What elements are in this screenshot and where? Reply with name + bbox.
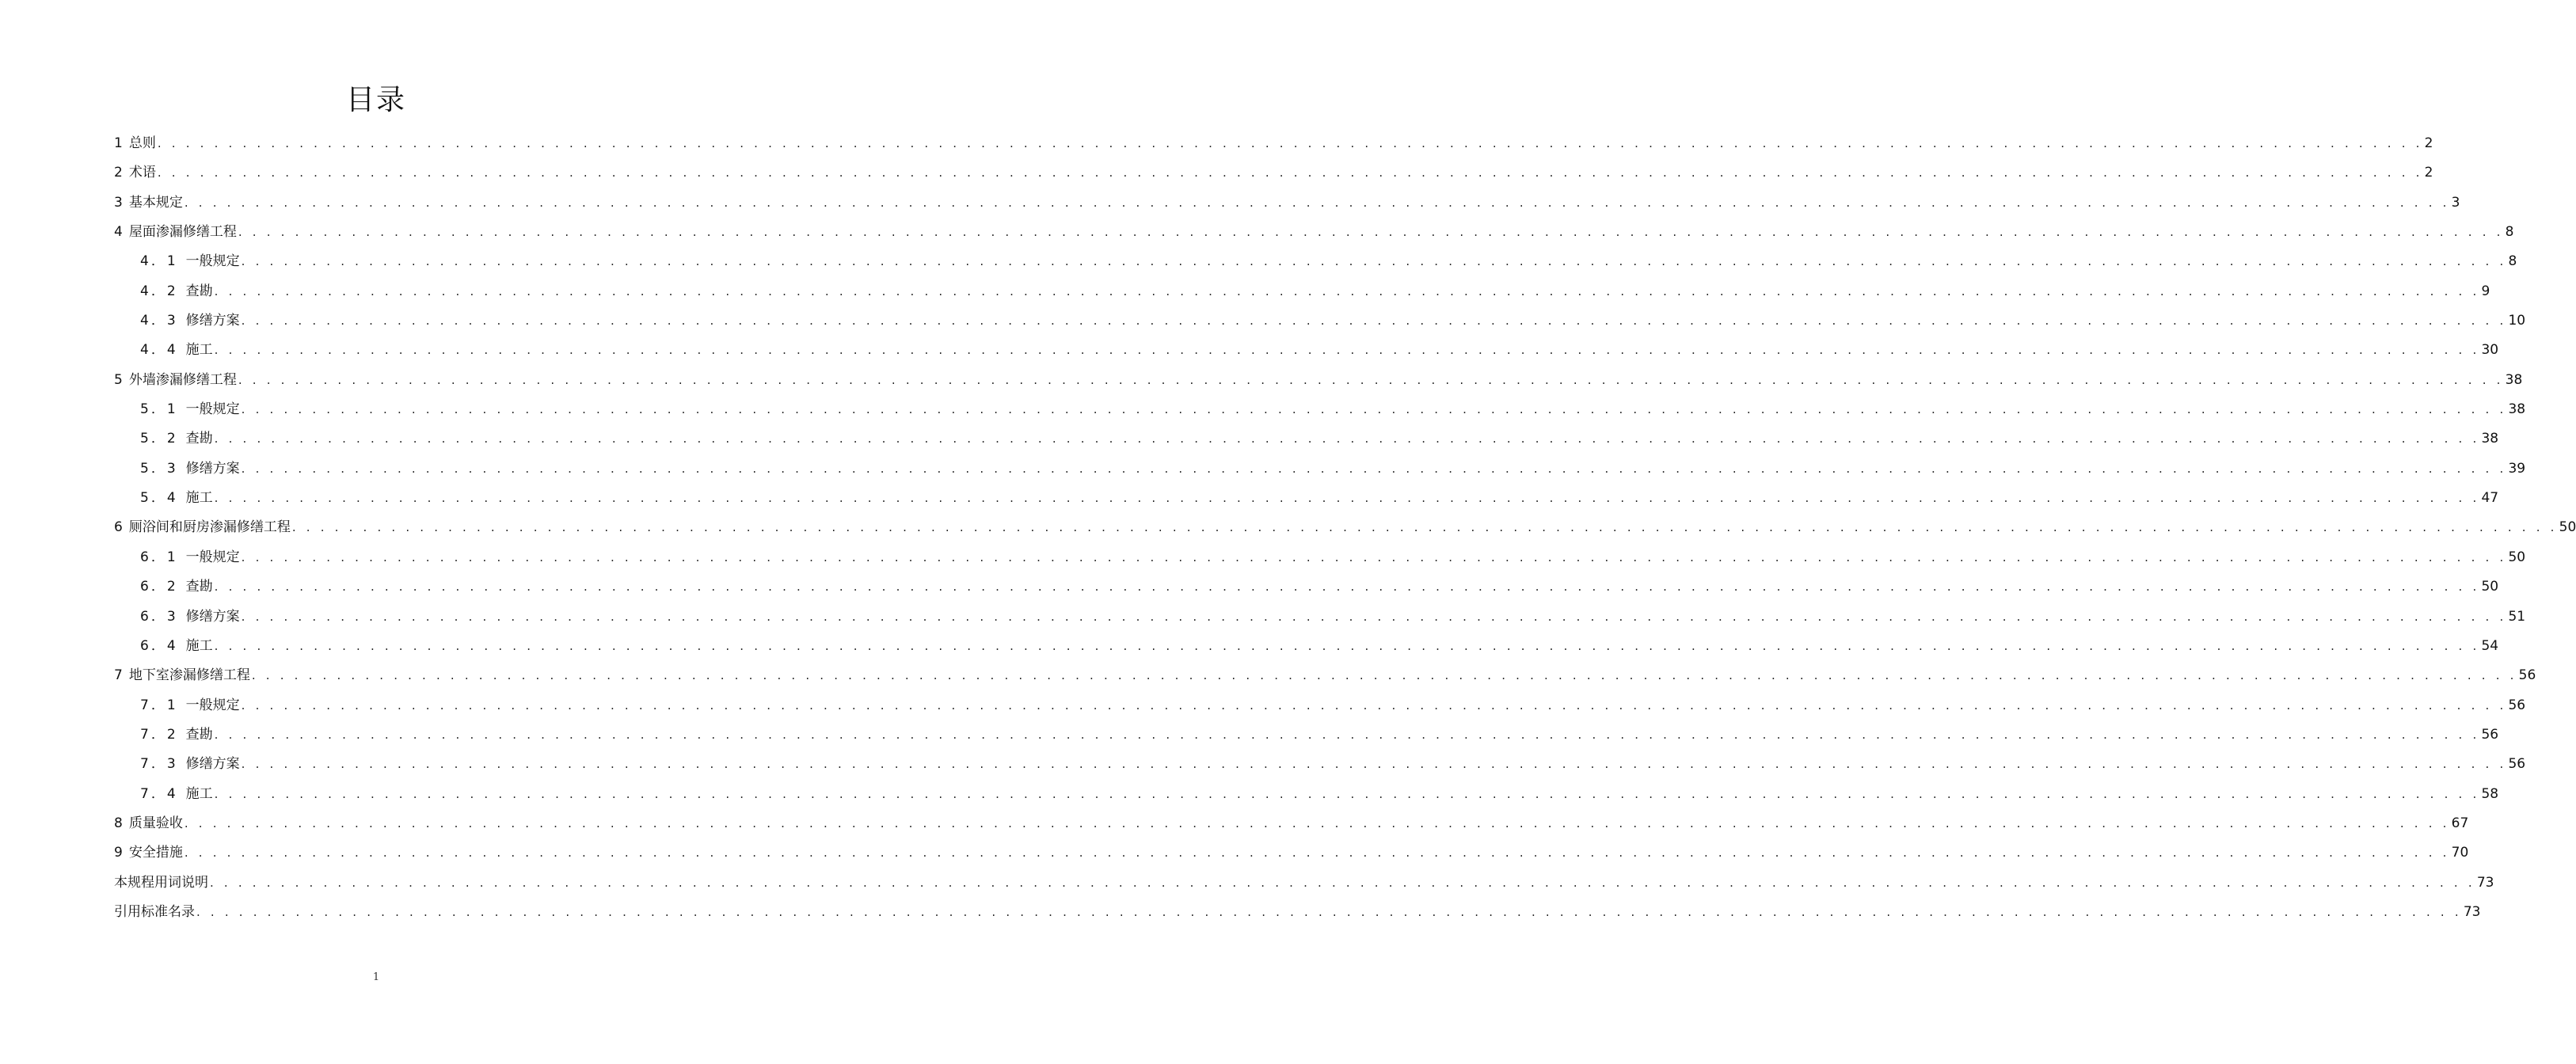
- toc-page-number: 56: [2518, 667, 2536, 684]
- toc-section-number: 6．4: [140, 637, 178, 654]
- dot-leader: . . . . . . . . . . . . . . . . . . . . . . . . . . . . . . . . . . . . . . . . . . . . . . . . . . . . . . . . . . . . . . . . . . . . . . . . . . . . . . . . . . . . . . . . . . . . . . . . . . . . . . . . . . . . . . . . . . . . . . . . . . . . . . . . . . . . . . . . . . . . . . . . . . . . . . . . . . . . . . . .: [214, 343, 2480, 358]
- toc-subentry[interactable]: [114, 602, 2526, 632]
- toc-entry[interactable]: [114, 898, 2481, 927]
- toc-entry[interactable]: [114, 188, 2460, 218]
- toc-title: 修缮方案: [185, 313, 240, 329]
- toc-section-number: 6．3: [140, 608, 178, 625]
- toc-subentry[interactable]: [114, 424, 2499, 454]
- toc-subentry[interactable]: [114, 277, 2490, 306]
- toc-page-number: 30: [2481, 342, 2499, 359]
- toc-entry[interactable]: [114, 218, 2514, 247]
- toc-section-number: 7: [114, 667, 123, 684]
- toc-page-number: 73: [2463, 903, 2481, 920]
- toc-title: 本规程用词说明: [114, 874, 208, 891]
- toc-page-number: 70: [2451, 845, 2469, 861]
- toc-title: 查勘: [185, 431, 213, 447]
- toc-subentry[interactable]: [114, 691, 2526, 720]
- dot-leader: . . . . . . . . . . . . . . . . . . . . . . . . . . . . . . . . . . . . . . . . . . . . . . . . . . . . . . . . . . . . . . . . . . . . . . . . . . . . . . . . . . . . . . . . . . . . . . . . . . . . . . . . . . . . . . . . . . . . . . . . . . . . . . . . . . . . . . . . . . . . . . . . . . . . . . . . . . . . . . . .: [184, 846, 2450, 861]
- table-of-contents: [114, 129, 2576, 927]
- toc-title: 基本规定: [128, 194, 183, 211]
- dot-leader: . . . . . . . . . . . . . . . . . . . . . . . . . . . . . . . . . . . . . . . . . . . . . . . . . . . . . . . . . . . . . . . . . . . . . . . . . . . . . . . . . . . . . . . . . . . . . . . . . . . . . . . . . . . . . . . . . . . . . . . . . . . . . . . . . . . . . . . . . . . . . . . . . . . . . . . . . . . . . . . .: [241, 461, 2507, 476]
- toc-subentry[interactable]: [114, 247, 2517, 276]
- toc-section-number: 5．4: [140, 490, 178, 507]
- toc-subentry[interactable]: [114, 572, 2499, 602]
- toc-section-number: 1: [114, 135, 123, 151]
- dot-leader: . . . . . . . . . . . . . . . . . . . . . . . . . . . . . . . . . . . . . . . . . . . . . . . . . . . . . . . . . . . . . . . . . . . . . . . . . . . . . . . . . . . . . . . . . . . . . . . . . . . . . . . . . . . . . . . . . . . . . . . . . . . . . . . . . . . . . . . . . . . . . . . . . . . . . . . . . . . . . . . .: [214, 727, 2480, 742]
- toc-subentry[interactable]: [114, 632, 2499, 661]
- toc-title: 施工: [185, 490, 213, 507]
- toc-page-number: 56: [2481, 726, 2499, 743]
- dot-leader: . . . . . . . . . . . . . . . . . . . . . . . . . . . . . . . . . . . . . . . . . . . . . . . . . . . . . . . . . . . . . . . . . . . . . . . . . . . . . . . . . . . . . . . . . . . . . . . . . . . . . . . . . . . . . . . . . . . . . . . . . . . . . . . . . . . . . . . . . . . . . . . . . . . . . . . . . . . . . . . .: [241, 314, 2507, 329]
- toc-title: 一般规定: [185, 401, 240, 418]
- toc-section-number: 7．4: [140, 785, 178, 802]
- toc-section-number: 4: [114, 224, 123, 241]
- toc-title: 查勘: [185, 726, 213, 743]
- dot-leader: . . . . . . . . . . . . . . . . . . . . . . . . . . . . . . . . . . . . . . . . . . . . . . . . . . . . . . . . . . . . . . . . . . . . . . . . . . . . . . . . . . . . . . . . . . . . . . . . . . . . . . . . . . . . . . . . . . . . . . . . . . . . . . . . . . . . . . . . . . . . . . . . . . . . . . . . . . . . . . . .: [241, 402, 2507, 417]
- toc-entry[interactable]: [114, 838, 2469, 868]
- dot-leader: . . . . . . . . . . . . . . . . . . . . . . . . . . . . . . . . . . . . . . . . . . . . . . . . . . . . . . . . . . . . . . . . . . . . . . . . . . . . . . . . . . . . . . . . . . . . . . . . . . . . . . . . . . . . . . . . . . . . . . . . . . . . . . . . . . . . . . . . . . . . . . . . . . . . . . . . . . . . . . . .: [241, 549, 2507, 564]
- toc-section-number: 5．1: [140, 401, 178, 418]
- dot-leader: . . . . . . . . . . . . . . . . . . . . . . . . . . . . . . . . . . . . . . . . . . . . . . . . . . . . . . . . . . . . . . . . . . . . . . . . . . . . . . . . . . . . . . . . . . . . . . . . . . . . . . . . . . . . . . . . . . . . . . . . . . . . . . . . . . . . . . . . . . . . . . . . . . . . . . . . . . . . . . . .: [241, 697, 2507, 712]
- toc-title: 总则: [128, 135, 156, 151]
- dot-leader: . . . . . . . . . . . . . . . . . . . . . . . . . . . . . . . . . . . . . . . . . . . . . . . . . . . . . . . . . . . . . . . . . . . . . . . . . . . . . . . . . . . . . . . . . . . . . . . . . . . . . . . . . . . . . . . . . . . . . . . . . . . . . . . . . . . . . . . . . . . . . . . . . . . . . . . . . . . . . . . .: [241, 609, 2507, 624]
- dot-leader: . . . . . . . . . . . . . . . . . . . . . . . . . . . . . . . . . . . . . . . . . . . . . . . . . . . . . . . . . . . . . . . . . . . . . . . . . . . . . . . . . . . . . . . . . . . . . . . . . . . . . . . . . . . . . . . . . . . . . . . . . . . . . . . . . . . . . . . . . . . . . . . . . . . . . . . . . . . . . . . .: [184, 815, 2450, 830]
- toc-entry[interactable]: [114, 868, 2494, 898]
- toc-page-number: 50: [2559, 519, 2576, 536]
- toc-page-number: 58: [2481, 785, 2499, 802]
- toc-title: 屋面渗漏修缮工程: [128, 224, 237, 241]
- toc-subentry[interactable]: [114, 780, 2499, 809]
- page-title: 目录: [345, 84, 406, 116]
- toc-title: 引用标准名录: [114, 903, 195, 920]
- toc-section-number: 2: [114, 165, 123, 181]
- toc-page-number: 56: [2508, 756, 2526, 773]
- dot-leader: . . . . . . . . . . . . . . . . . . . . . . . . . . . . . . . . . . . . . . . . . . . . . . . . . . . . . . . . . . . . . . . . . . . . . . . . . . . . . . . . . . . . . . . . . . . . . . . . . . . . . . . . . . . . . . . . . . . . . . . . . . . . . . . . . . . . . . . . . . . . . . . . . . . . . . . . . . . . . . . .: [214, 431, 2480, 446]
- toc-entry[interactable]: [114, 809, 2469, 838]
- dot-leader: . . . . . . . . . . . . . . . . . . . . . . . . . . . . . . . . . . . . . . . . . . . . . . . . . . . . . . . . . . . . . . . . . . . . . . . . . . . . . . . . . . . . . . . . . . . . . . . . . . . . . . . . . . . . . . . . . . . . . . . . . . . . . . . . . . . . . . . . . . . . . . . . . . . . . . . . . . . . . . . .: [238, 225, 2504, 240]
- dot-leader: . . . . . . . . . . . . . . . . . . . . . . . . . . . . . . . . . . . . . . . . . . . . . . . . . . . . . . . . . . . . . . . . . . . . . . . . . . . . . . . . . . . . . . . . . . . . . . . . . . . . . . . . . . . . . . . . . . . . . . . . . . . . . . . . . . . . . . . . . . . . . . . . . . . . . . . . . . . . . . . .: [214, 283, 2480, 298]
- toc-title: 一般规定: [185, 549, 240, 565]
- toc-subentry[interactable]: [114, 306, 2526, 336]
- toc-page-number: 73: [2476, 874, 2494, 891]
- toc-page-number: 54: [2481, 637, 2499, 654]
- toc-title: 施工: [185, 637, 213, 654]
- toc-entry[interactable]: [114, 366, 2523, 395]
- toc-subentry[interactable]: [114, 395, 2526, 424]
- toc-page-number: 50: [2508, 549, 2526, 565]
- toc-title: 施工: [185, 342, 213, 359]
- toc-page-number: 8: [2505, 224, 2514, 241]
- dot-leader: . . . . . . . . . . . . . . . . . . . . . . . . . . . . . . . . . . . . . . . . . . . . . . . . . . . . . . . . . . . . . . . . . . . . . . . . . . . . . . . . . . . . . . . . . . . . . . . . . . . . . . . . . . . . . . . . . . . . . . . . . . . . . . . . . . . . . . . . . . . . . . . . . . . . . . . . . . . . . . . .: [210, 875, 2475, 890]
- toc-section-number: 5．3: [140, 460, 178, 477]
- dot-leader: . . . . . . . . . . . . . . . . . . . . . . . . . . . . . . . . . . . . . . . . . . . . . . . . . . . . . . . . . . . . . . . . . . . . . . . . . . . . . . . . . . . . . . . . . . . . . . . . . . . . . . . . . . . . . . . . . . . . . . . . . . . . . . . . . . . . . . . . . . . . . . . . . . . . . . . . . . . . . . . .: [214, 580, 2480, 595]
- toc-entry[interactable]: [114, 513, 2576, 542]
- toc-title: 厕浴间和厨房渗漏修缮工程: [128, 519, 291, 536]
- dot-leader: . . . . . . . . . . . . . . . . . . . . . . . . . . . . . . . . . . . . . . . . . . . . . . . . . . . . . . . . . . . . . . . . . . . . . . . . . . . . . . . . . . . . . . . . . . . . . . . . . . . . . . . . . . . . . . . . . . . . . . . . . . . . . . . . . . . . . . . . . . . . . . . . . . . . . . . . . . . . . . . .: [214, 786, 2480, 801]
- toc-section-number: 7．3: [140, 756, 178, 773]
- dot-leader: . . . . . . . . . . . . . . . . . . . . . . . . . . . . . . . . . . . . . . . . . . . . . . . . . . . . . . . . . . . . . . . . . . . . . . . . . . . . . . . . . . . . . . . . . . . . . . . . . . . . . . . . . . . . . . . . . . . . . . . . . . . . . . . . . . . . . . . . . . . . . . . . . . . . . . . . . . . . . . . .: [214, 638, 2480, 653]
- toc-page-number: 38: [2481, 431, 2499, 447]
- toc-entry[interactable]: [114, 661, 2536, 690]
- toc-title: 查勘: [185, 283, 213, 299]
- toc-section-number: 4．3: [140, 313, 178, 329]
- dot-leader: . . . . . . . . . . . . . . . . . . . . . . . . . . . . . . . . . . . . . . . . . . . . . . . . . . . . . . . . . . . . . . . . . . . . . . . . . . . . . . . . . . . . . . . . . . . . . . . . . . . . . . . . . . . . . . . . . . . . . . . . . . . . . . . . . . . . . . . . . . . . . . . . . . . . . . . . . . . . . . . .: [241, 254, 2507, 269]
- toc-page-number: 56: [2508, 697, 2526, 713]
- toc-section-number: 6: [114, 519, 123, 536]
- toc-section-number: 4．1: [140, 253, 178, 270]
- toc-section-number: 7．2: [140, 726, 178, 743]
- toc-page-number: 38: [2505, 371, 2523, 388]
- toc-page-number: 10: [2508, 313, 2526, 329]
- toc-section-number: 8: [114, 815, 123, 831]
- dot-leader: . . . . . . . . . . . . . . . . . . . . . . . . . . . . . . . . . . . . . . . . . . . . . . . . . . . . . . . . . . . . . . . . . . . . . . . . . . . . . . . . . . . . . . . . . . . . . . . . . . . . . . . . . . . . . . . . . . . . . . . . . . . . . . . . . . . . . . . . . . . . . . . . . . . . . . . . . . . . . . . .: [238, 372, 2504, 387]
- toc-page-number: 39: [2508, 460, 2526, 477]
- toc-title: 一般规定: [185, 697, 240, 713]
- toc-entry[interactable]: [114, 158, 2433, 188]
- toc-title: 施工: [185, 785, 213, 802]
- toc-title: 安全措施: [128, 845, 183, 861]
- dot-leader: . . . . . . . . . . . . . . . . . . . . . . . . . . . . . . . . . . . . . . . . . . . . . . . . . . . . . . . . . . . . . . . . . . . . . . . . . . . . . . . . . . . . . . . . . . . . . . . . . . . . . . . . . . . . . . . . . . . . . . . . . . . . . . . . . . . . . . . . . . . . . . . . . . . . . . . . . . . . . . . .: [251, 668, 2517, 683]
- toc-subentry[interactable]: [114, 336, 2499, 365]
- toc-page-number: 8: [2508, 253, 2517, 270]
- dot-leader: . . . . . . . . . . . . . . . . . . . . . . . . . . . . . . . . . . . . . . . . . . . . . . . . . . . . . . . . . . . . . . . . . . . . . . . . . . . . . . . . . . . . . . . . . . . . . . . . . . . . . . . . . . . . . . . . . . . . . . . . . . . . . . . . . . . . . . . . . . . . . . . . . . . . . . . . . . . . . . . .: [184, 195, 2450, 210]
- toc-section-number: 9: [114, 845, 123, 861]
- toc-section-number: 5．2: [140, 431, 178, 447]
- toc-title: 地下室渗漏修缮工程: [128, 667, 250, 684]
- dot-leader: . . . . . . . . . . . . . . . . . . . . . . . . . . . . . . . . . . . . . . . . . . . . . . . . . . . . . . . . . . . . . . . . . . . . . . . . . . . . . . . . . . . . . . . . . . . . . . . . . . . . . . . . . . . . . . . . . . . . . . . . . . . . . . . . . . . . . . . . . . . . . . . . . . . . . . . . . . . . . . . .: [241, 757, 2507, 772]
- dot-leader: . . . . . . . . . . . . . . . . . . . . . . . . . . . . . . . . . . . . . . . . . . . . . . . . . . . . . . . . . . . . . . . . . . . . . . . . . . . . . . . . . . . . . . . . . . . . . . . . . . . . . . . . . . . . . . . . . . . . . . . . . . . . . . . . . . . . . . . . . . . . . . . . . . . . . . . . . . . . . . . .: [157, 165, 2423, 180]
- toc-page-number: 51: [2508, 608, 2526, 625]
- toc-page-number: 50: [2481, 579, 2499, 595]
- toc-page-number: 67: [2451, 815, 2469, 831]
- toc-page-number: 2: [2424, 165, 2433, 181]
- toc-entry[interactable]: [114, 129, 2433, 158]
- dot-leader: . . . . . . . . . . . . . . . . . . . . . . . . . . . . . . . . . . . . . . . . . . . . . . . . . . . . . . . . . . . . . . . . . . . . . . . . . . . . . . . . . . . . . . . . . . . . . . . . . . . . . . . . . . . . . . . . . . . . . . . . . . . . . . . . . . . . . . . . . . . . . . . . . . . . . . . . . . . . . . . .: [196, 904, 2462, 919]
- toc-section-number: 4．4: [140, 342, 178, 359]
- toc-page-number: 3: [2451, 194, 2460, 211]
- toc-section-number: 6．2: [140, 579, 178, 595]
- toc-section-number: 6．1: [140, 549, 178, 565]
- toc-page-number: 47: [2481, 490, 2499, 507]
- toc-subentry[interactable]: [114, 454, 2526, 484]
- toc-title: 一般规定: [185, 253, 240, 270]
- toc-title: 查勘: [185, 579, 213, 595]
- toc-subentry[interactable]: [114, 720, 2499, 750]
- toc-title: 术语: [128, 165, 156, 181]
- dot-leader: . . . . . . . . . . . . . . . . . . . . . . . . . . . . . . . . . . . . . . . . . . . . . . . . . . . . . . . . . . . . . . . . . . . . . . . . . . . . . . . . . . . . . . . . . . . . . . . . . . . . . . . . . . . . . . . . . . . . . . . . . . . . . . . . . . . . . . . . . . . . . . . . . . . . . . . . . . . . . . . .: [214, 491, 2480, 506]
- toc-title: 外墙渗漏修缮工程: [128, 371, 237, 388]
- dot-leader: . . . . . . . . . . . . . . . . . . . . . . . . . . . . . . . . . . . . . . . . . . . . . . . . . . . . . . . . . . . . . . . . . . . . . . . . . . . . . . . . . . . . . . . . . . . . . . . . . . . . . . . . . . . . . . . . . . . . . . . . . . . . . . . . . . . . . . . . . . . . . . . . . . . . . . . . . . . . . . . .: [157, 136, 2423, 150]
- toc-title: 修缮方案: [185, 756, 240, 773]
- dot-leader: . . . . . . . . . . . . . . . . . . . . . . . . . . . . . . . . . . . . . . . . . . . . . . . . . . . . . . . . . . . . . . . . . . . . . . . . . . . . . . . . . . . . . . . . . . . . . . . . . . . . . . . . . . . . . . . . . . . . . . . . . . . . . . . . . . . . . . . . . . . . . . . . . . . . . . . . . . . . . . . .: [291, 520, 2558, 535]
- page-number: 1: [372, 971, 380, 983]
- toc-section-number: 3: [114, 194, 123, 211]
- toc-section-number: 4．2: [140, 283, 178, 299]
- toc-page-number: 9: [2481, 283, 2490, 299]
- toc-subentry[interactable]: [114, 484, 2499, 513]
- toc-subentry[interactable]: [114, 750, 2526, 779]
- toc-page-number: 38: [2508, 401, 2526, 418]
- toc-title: 修缮方案: [185, 608, 240, 625]
- toc-title: 修缮方案: [185, 460, 240, 477]
- toc-section-number: 7．1: [140, 697, 178, 713]
- toc-page-number: 2: [2424, 135, 2433, 151]
- toc-subentry[interactable]: [114, 543, 2526, 572]
- toc-section-number: 5: [114, 371, 123, 388]
- toc-title: 质量验收: [128, 815, 183, 831]
